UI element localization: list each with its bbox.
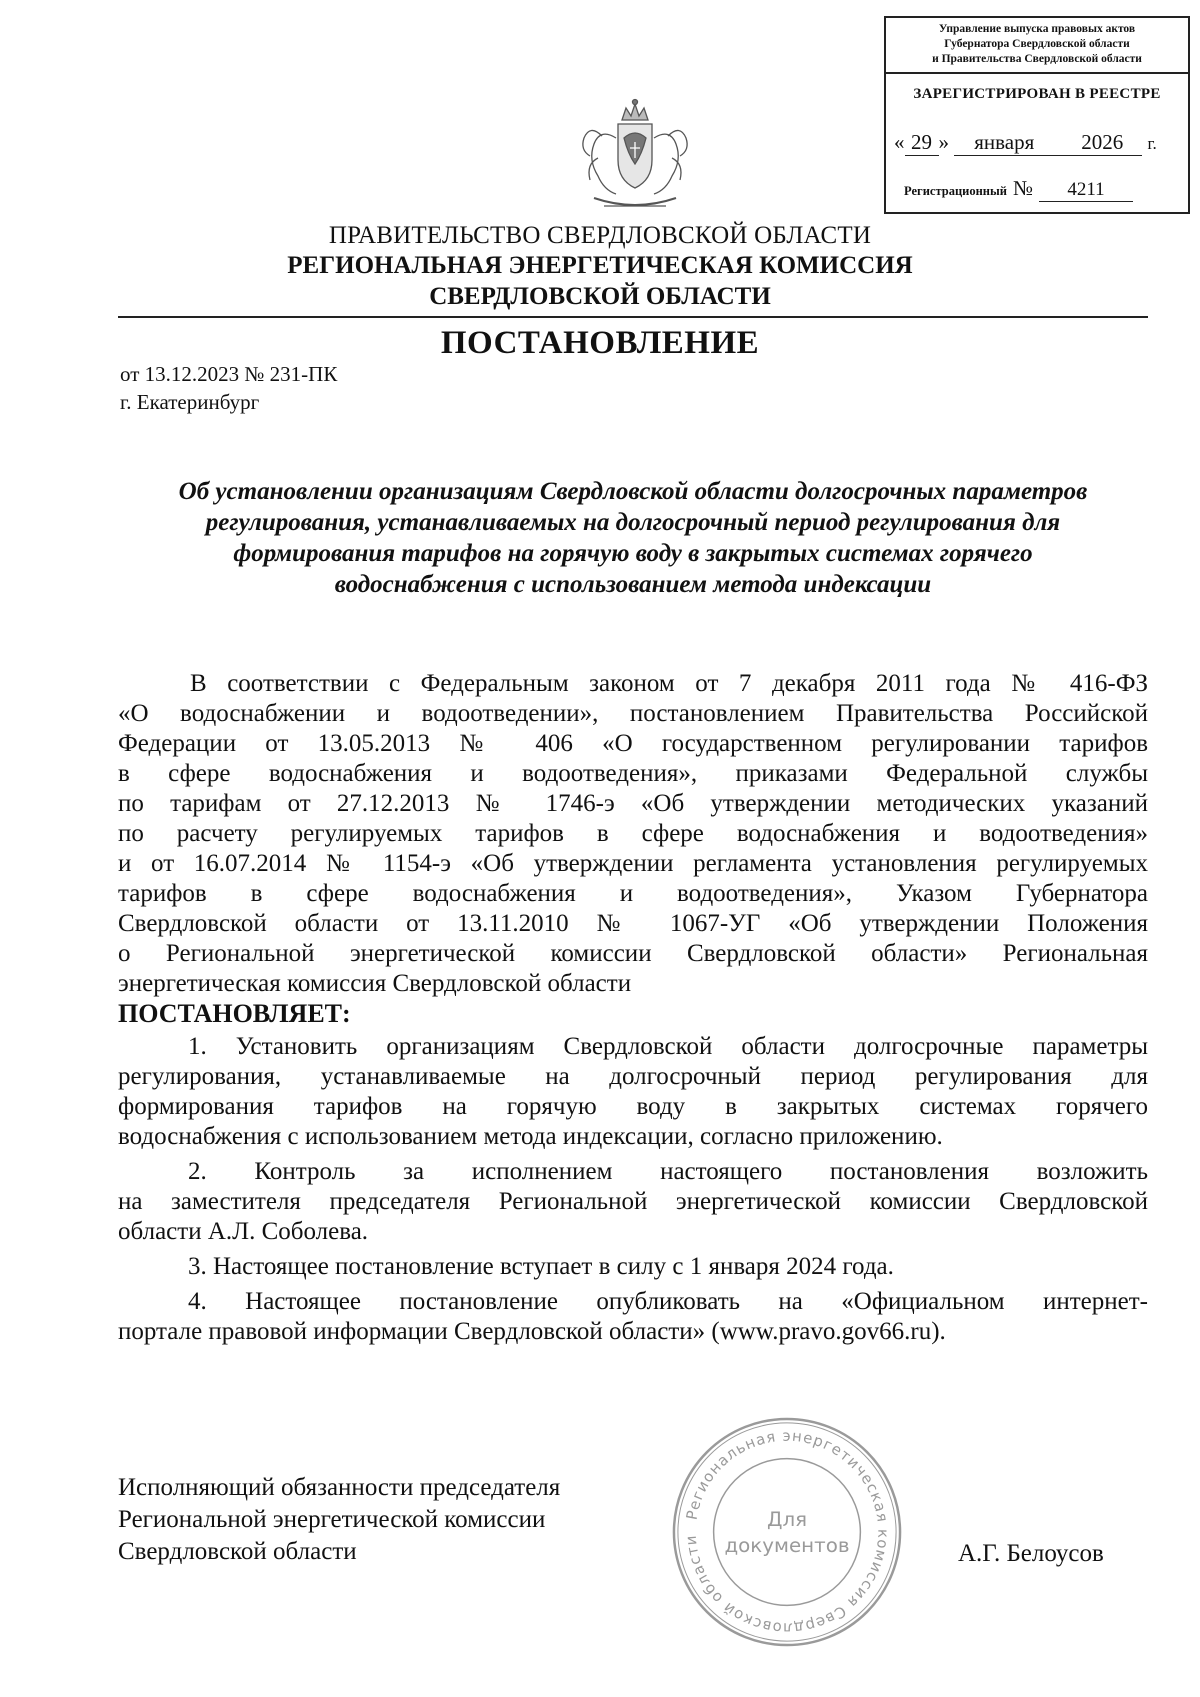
title-line: регулирования, устанавливаемых на долгосрочный период регулирования для [205,509,1061,536]
preamble-line: В соответствии с Федеральным законом от 7 декабря 2011 года № 416-ФЗ [190,670,1148,697]
signer-name: А.Г. Белоусов [958,1540,1104,1567]
registration-stamp-box [884,16,1190,214]
registration-number-row [904,176,1133,202]
registration-office-header [886,18,1188,74]
preamble-line: по расчету регулируемых тарифов в сфере водоснабжения и водоотведения» [118,820,1148,847]
signer-position-line: Свердловской области [118,1538,357,1565]
document-date-number: от 13.12.2023 № 231-ПК [120,362,338,386]
preamble-line: «О водоснабжении и водоотведении», постановлением Правительства Российской [118,700,1148,727]
registration-day: 29 [905,130,939,156]
preamble-line: энергетическая комиссия Свердловской области [118,970,632,997]
quote-close: » [938,130,949,154]
registration-date [894,130,1157,156]
preamble-line: в сфере водоснабжения и водоотведения», приказами Федеральной службы [118,760,1148,787]
signer-position-line: Региональной энергетической комиссии [118,1506,546,1533]
item-line: регулирования, устанавливаемые на долгосрочный период регулирования для [118,1063,1148,1090]
commission-name-line2: СВЕРДЛОВСКОЙ ОБЛАСТИ [429,283,771,310]
registration-number: 4211 [1039,179,1133,202]
document-city: г. Екатеринбург [120,390,260,414]
registration-number-label: Регистрационный [904,184,1007,198]
decree-word: ПОСТАНОВЛЯЕТ: [118,999,351,1028]
title-line: водоснабжения с использованием метода индексации [334,571,932,598]
registration-year-prefix: 20 [1054,130,1102,156]
seal-stamp-icon [668,1413,906,1651]
preamble-line: Федерации от 13.05.2013 № 406 «О государственном регулировании тарифов [118,730,1148,757]
title-line: формирования тарифов на горячую воду в закрытых системах горячего [233,540,1033,567]
title-line: Об установлении организациям Свердловской области долгосрочных параметров [178,478,1088,505]
commission-name-line1: РЕГИОНАЛЬНАЯ ЭНЕРГЕТИЧЕСКАЯ КОМИССИЯ [287,252,913,279]
document-type: ПОСТАНОВЛЕНИЕ [440,325,760,361]
item-line: 3. Настоящее постановление вступает в силу с 1 января 2024 года. [188,1253,894,1280]
registration-year-suffix: 26 [1102,130,1142,156]
item-line: формирования тарифов на горячую воду в закрытых системах горячего [118,1093,1148,1120]
item-line: портале правовой информации Свердловской области» (www.pravo.gov66.ru). [118,1318,946,1345]
item-line: 1. Установить организациям Свердловской области долгосрочные параметры [188,1033,1148,1060]
registration-year-mark: г. [1147,134,1157,153]
signer-position-line: Исполняющий обязанности председателя [118,1474,561,1501]
item-line: 2. Контроль за исполнением настоящего постановления возложить [188,1158,1148,1185]
preamble-line: о Региональной энергетической комиссии Свердловской области» Региональная [118,940,1148,967]
item-line: 4. Настоящее постановление опубликовать на «Официальном интернет- [188,1288,1148,1315]
preamble-line: по тарифам от 27.12.2013 № 1746-э «Об утверждении методических указаний [118,790,1148,817]
item-line: водоснабжения с использованием метода индексации, согласно приложению. [118,1123,943,1150]
stamp-center-line: документов [724,1533,850,1557]
number-sign: № [1012,176,1034,200]
registration-title: ЗАРЕГИСТРИРОВАН В РЕЕСТРЕ [913,86,1161,102]
preamble-line: Свердловской области от 13.11.2010 № 1067-УГ «Об утверждении Положения [118,910,1148,937]
registration-office-line: Губернатора Свердловской области [944,38,1130,50]
item-line: области А.Л. Соболева. [118,1218,369,1245]
preamble-line: и от 16.07.2014 № 1154-э «Об утверждении регламента установления регулируемых [118,850,1148,877]
stamp-ring-text: Региональная энергетическая комиссия Свердловской области [681,1426,893,1638]
document-title [118,476,1148,600]
registration-office-line: Управление выпуска правовых актов [938,23,1136,35]
quote-open: « [894,130,905,154]
stamp-center-line: Для [766,1508,808,1532]
government-name: ПРАВИТЕЛЬСТВО СВЕРДЛОВСКОЙ ОБЛАСТИ [328,222,872,249]
registration-month: января [954,130,1054,156]
registration-office-line: и Правительства Свердловской области [932,53,1142,65]
coat-of-arms-icon [560,98,710,218]
item-line: на заместителя председателя Региональной энергетической комиссии Свердловской [118,1188,1148,1215]
preamble-line: тарифов в сфере водоснабжения и водоотведения», Указом Губернатора [118,880,1148,907]
header-divider [118,316,1148,318]
